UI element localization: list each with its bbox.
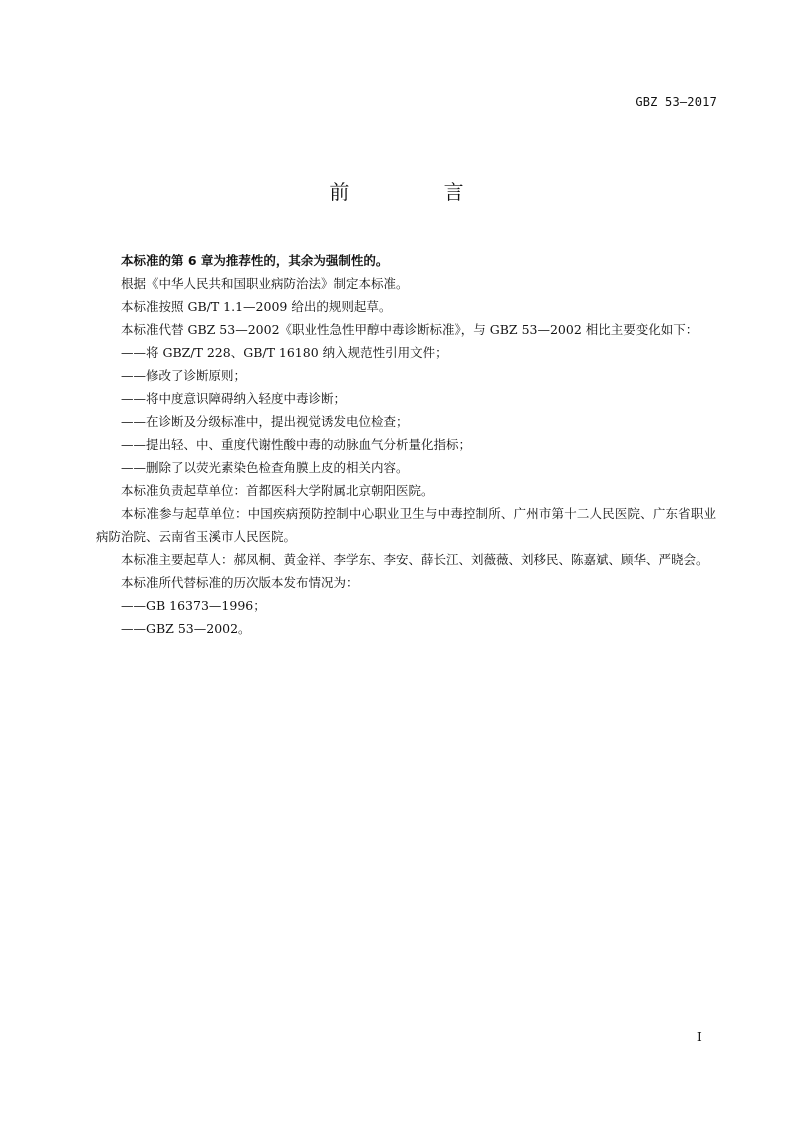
change-item: ——删除了以荧光素染色检查角膜上皮的相关内容。: [121, 460, 409, 475]
paragraph-drafting-rules: 本标准按照 GB/T 1.1—2009 给出的规则起草。: [121, 299, 392, 314]
normative-statement: 本标准的第 6 章为推荐性的，其余为强制性的。: [121, 253, 389, 268]
paragraph-main-drafters: 本标准主要起草人：郝凤桐、黄金祥、李学东、李安、薛长江、刘薇薇、刘移民、陈嘉斌、顾华、严晓会。: [121, 552, 709, 567]
standard-code-header: GBZ 53—2017: [635, 95, 717, 109]
version-item: ——GBZ 53—2002。: [121, 621, 251, 636]
change-item: ——在诊断及分级标准中，提出视觉诱发电位检查；: [121, 414, 409, 429]
change-item: ——将中度意识障碍纳入轻度中毒诊断；: [121, 391, 347, 406]
foreword-title: 前 言: [329, 180, 508, 204]
foreword-body: [96, 249, 716, 640]
change-item: ——修改了诊断原则；: [121, 368, 247, 383]
version-item: ——GB 16373—1996；: [121, 598, 266, 613]
paragraph-replacement: 本标准代替 GBZ 53—2002《职业性急性甲醇中毒诊断标准》，与 GBZ 53—2002 相比主要变化如下：: [121, 322, 699, 337]
paragraph-version-history: 本标准所代替标准的历次版本发布情况为：: [121, 575, 359, 590]
paragraph-participating-units: 本标准参与起草单位：中国疾病预防控制中心职业卫生与中毒控制所、广州市第十二人民医院、广东省职业病防治院、云南省玉溪市人民医院。: [96, 506, 716, 544]
page-number: I: [697, 1030, 702, 1044]
change-item: ——将 GBZ/T 228、GB/T 16180 纳入规范性引用文件；: [121, 345, 448, 360]
change-item: ——提出轻、中、重度代谢性酸中毒的动脉血气分析量化指标；: [121, 437, 472, 452]
paragraph-basis: 根据《中华人民共和国职业病防治法》制定本标准。: [121, 276, 409, 291]
paragraph-lead-drafter-unit: 本标准负责起草单位：首都医科大学附属北京朝阳医院。: [121, 483, 434, 498]
